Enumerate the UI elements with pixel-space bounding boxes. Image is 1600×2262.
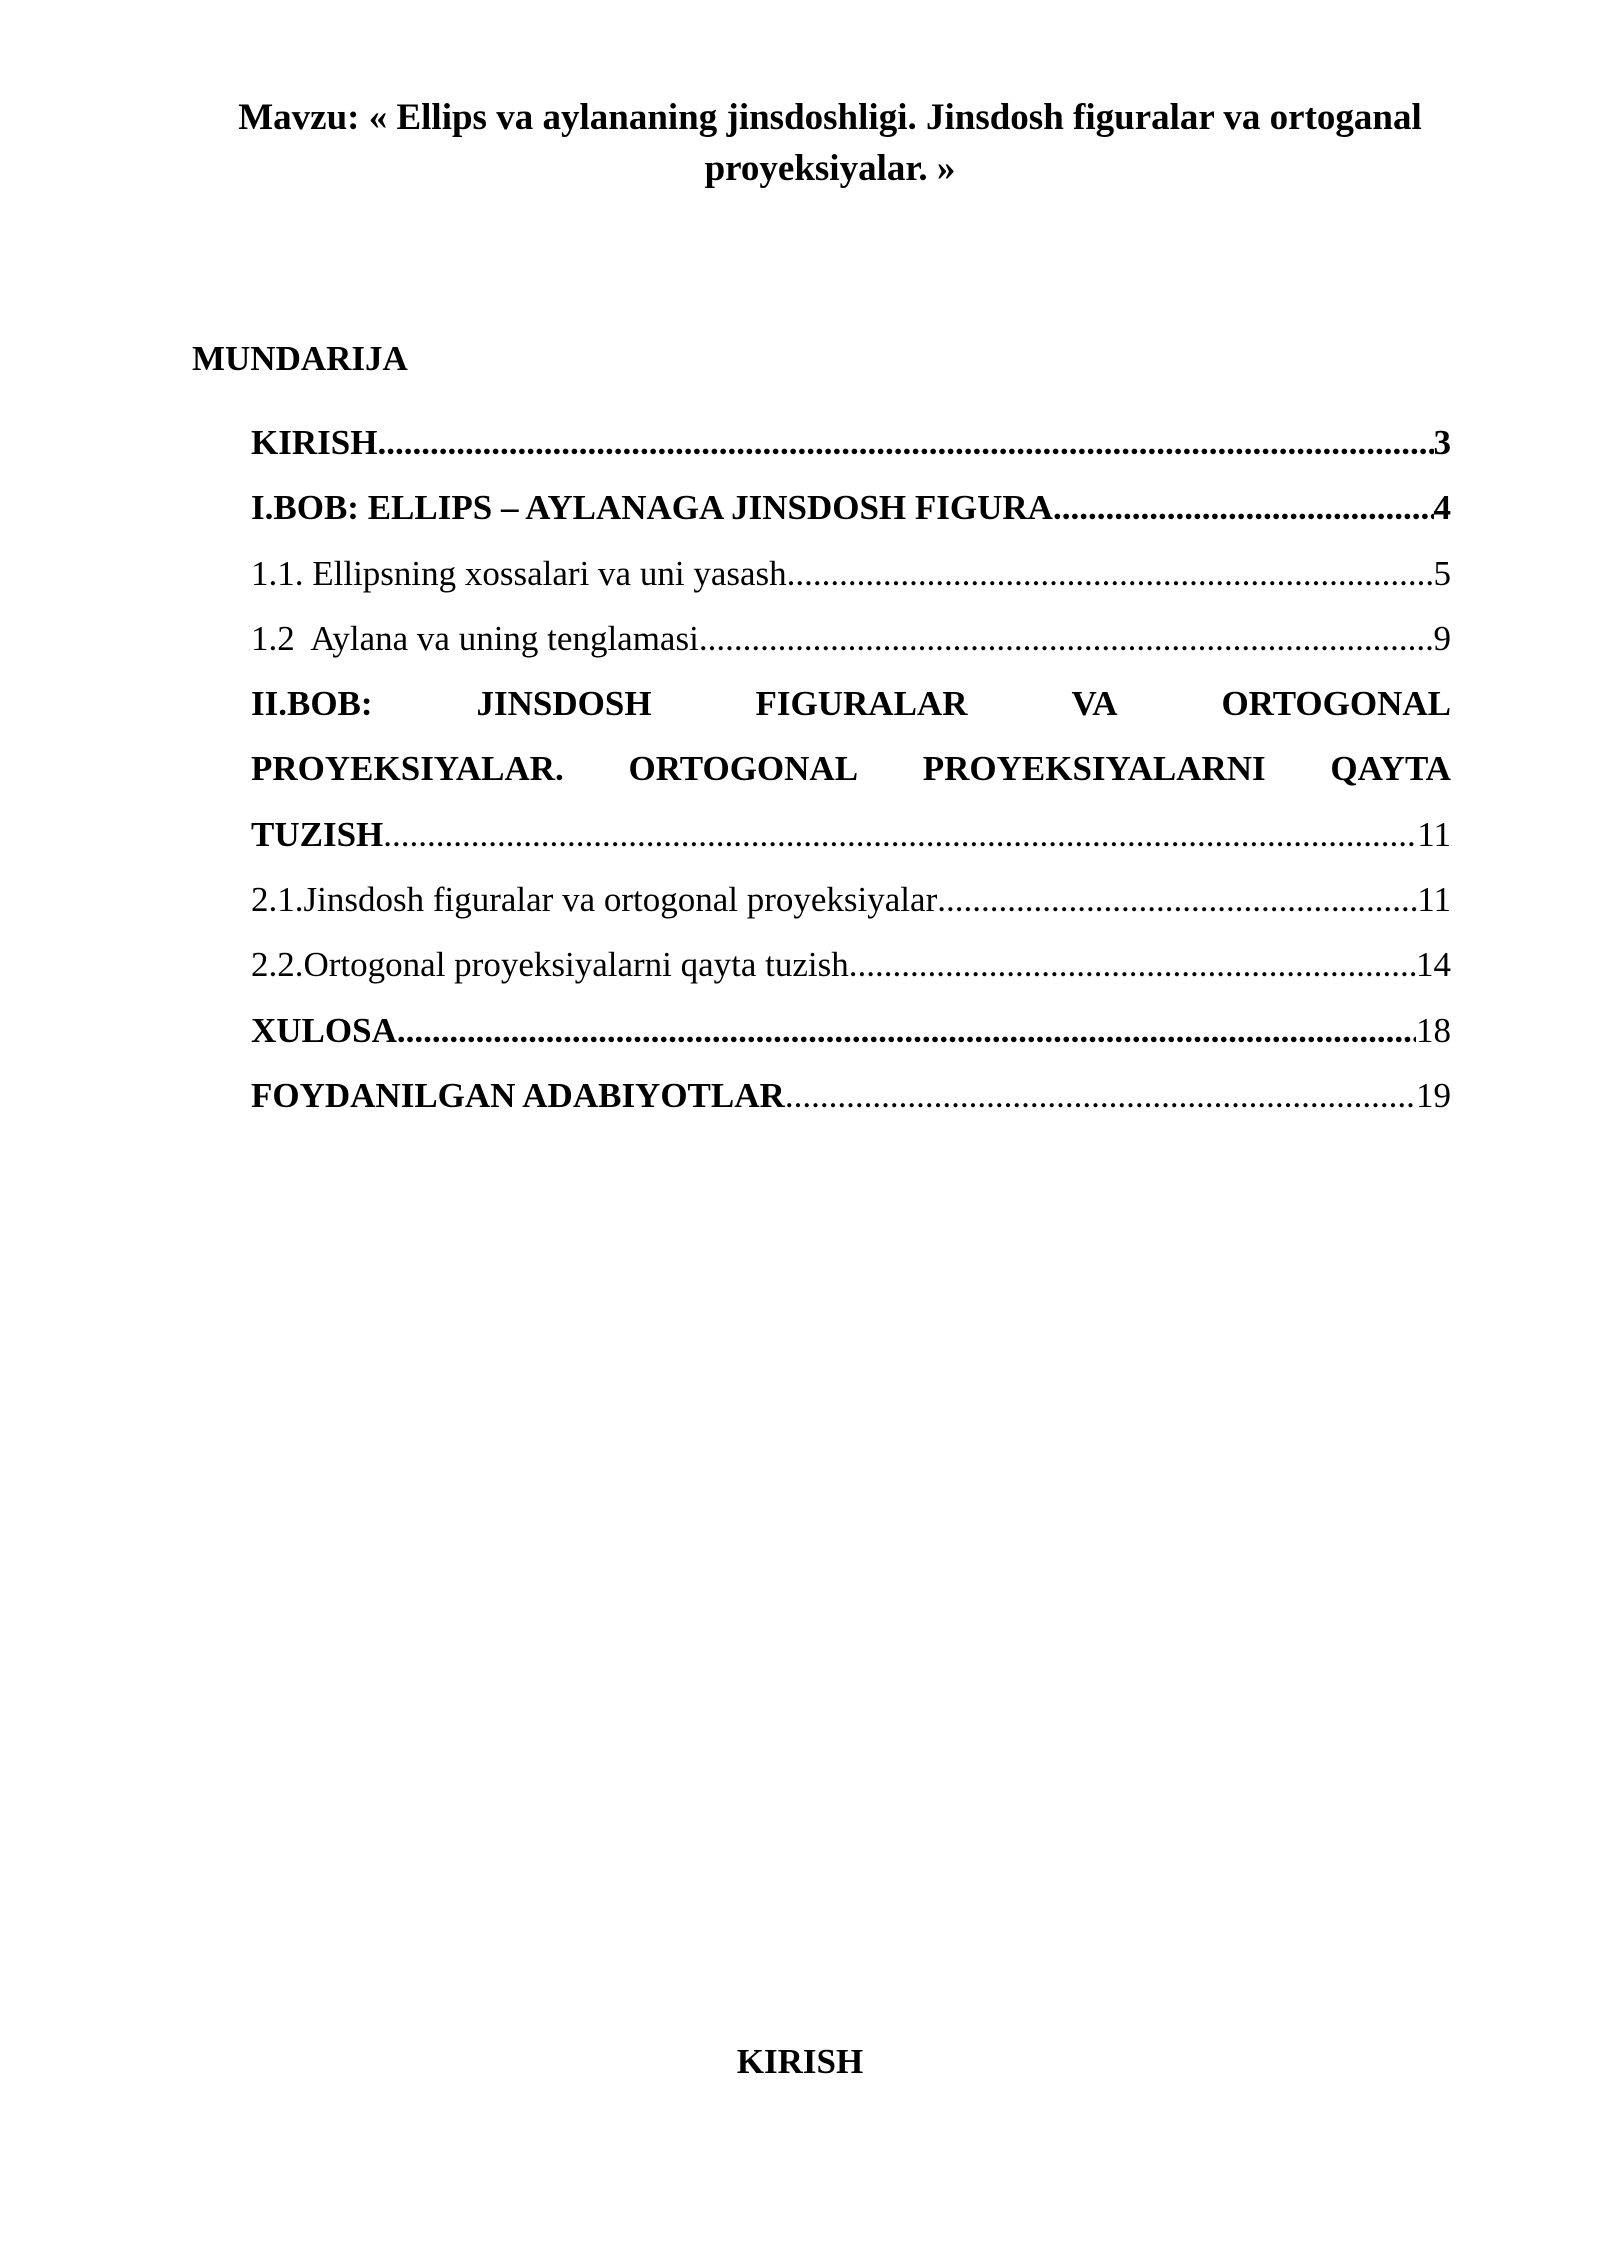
toc-page-number: 9 [1433, 618, 1451, 658]
toc-leader-dots [937, 867, 1417, 932]
toc-entry-label: 1.2 Aylana va uning tenglamasi [251, 618, 699, 658]
table-of-contents [251, 410, 1451, 1128]
toc-entry-label: XULOSA [251, 1010, 397, 1050]
toc-entry-references[interactable] [251, 1063, 1451, 1128]
toc-page-number: 4 [1433, 488, 1451, 528]
toc-entry-label: 2.1.Jinsdosh figuralar va ortogonal proyeksiyalar [251, 880, 938, 920]
toc-heading: MUNDARIJA [192, 339, 408, 378]
toc-entry-label: FOYDANILGAN ADABIYOTLAR [251, 1075, 785, 1115]
toc-word: ORTOGONAL [1221, 684, 1451, 724]
toc-word: QAYTA [1330, 749, 1451, 789]
toc-entry-label: 2.2.Ortogonal proyeksiyalarni qayta tuzish [251, 945, 849, 985]
toc-entry-chapter-2-line-2 [251, 736, 1451, 801]
toc-leader-dots [785, 1063, 1416, 1128]
toc-leader-dots [787, 541, 1434, 606]
toc-word: FIGURALAR [755, 684, 968, 724]
toc-page-number: 11 [1417, 880, 1451, 920]
toc-entry-section-2-2[interactable] [251, 932, 1451, 997]
toc-entry-section-2-1[interactable] [251, 867, 1451, 932]
toc-leader-dots [1062, 475, 1434, 540]
toc-page-number: 19 [1416, 1075, 1451, 1115]
toc-word: PROYEKSIYALARNI [922, 749, 1266, 789]
document-title-line-2: proyeksiyalar. » [704, 148, 956, 189]
toc-leader-dots [397, 998, 1416, 1063]
toc-page-number: 18 [1416, 1010, 1451, 1050]
toc-leader-dots [383, 802, 1417, 867]
toc-page-number: 3 [1433, 423, 1451, 462]
toc-entry-chapter-1[interactable] [251, 475, 1451, 540]
toc-leader-dots [849, 932, 1416, 997]
toc-leader-dots [377, 410, 1433, 475]
toc-entry-xulosa[interactable] [251, 998, 1451, 1063]
toc-word: JINSDOSH [476, 684, 652, 724]
toc-entry-label: 1.1. Ellipsning xossalari va uni yasash [251, 553, 787, 593]
toc-word: ORTOGONAL [628, 749, 859, 789]
toc-entry-section-1-2[interactable] [251, 606, 1451, 671]
toc-entry-label: TUZISH [251, 814, 384, 854]
document-title-line-1: Mavzu: « Ellips va aylananing jinsdoshligi. Jinsdosh figuralar va ortoganal [238, 97, 1422, 138]
toc-entry-chapter-2[interactable] [251, 671, 1451, 867]
toc-page-number: 5 [1433, 553, 1451, 593]
toc-leader-dots [699, 606, 1434, 671]
toc-word: II.BOB: [251, 684, 373, 724]
toc-entry-kirish[interactable] [251, 410, 1451, 475]
toc-page-number: 14 [1416, 945, 1451, 985]
toc-entry-chapter-2-line-1 [251, 671, 1451, 736]
document-title [200, 92, 1460, 194]
toc-entry-chapter-2-line-3 [251, 802, 1451, 867]
toc-entry-label: I.BOB: ELLIPS – AYLANAGA JINSDOSH FIGURA. [251, 488, 1062, 528]
toc-word: PROYEKSIYALAR. [251, 749, 564, 789]
toc-word: VA [1071, 684, 1118, 724]
toc-page-number: 11 [1417, 814, 1451, 854]
section-heading-kirish: KIRISH [736, 2042, 864, 2081]
toc-entry-section-1-1[interactable] [251, 541, 1451, 606]
toc-entry-label: KIRISH [251, 423, 378, 462]
